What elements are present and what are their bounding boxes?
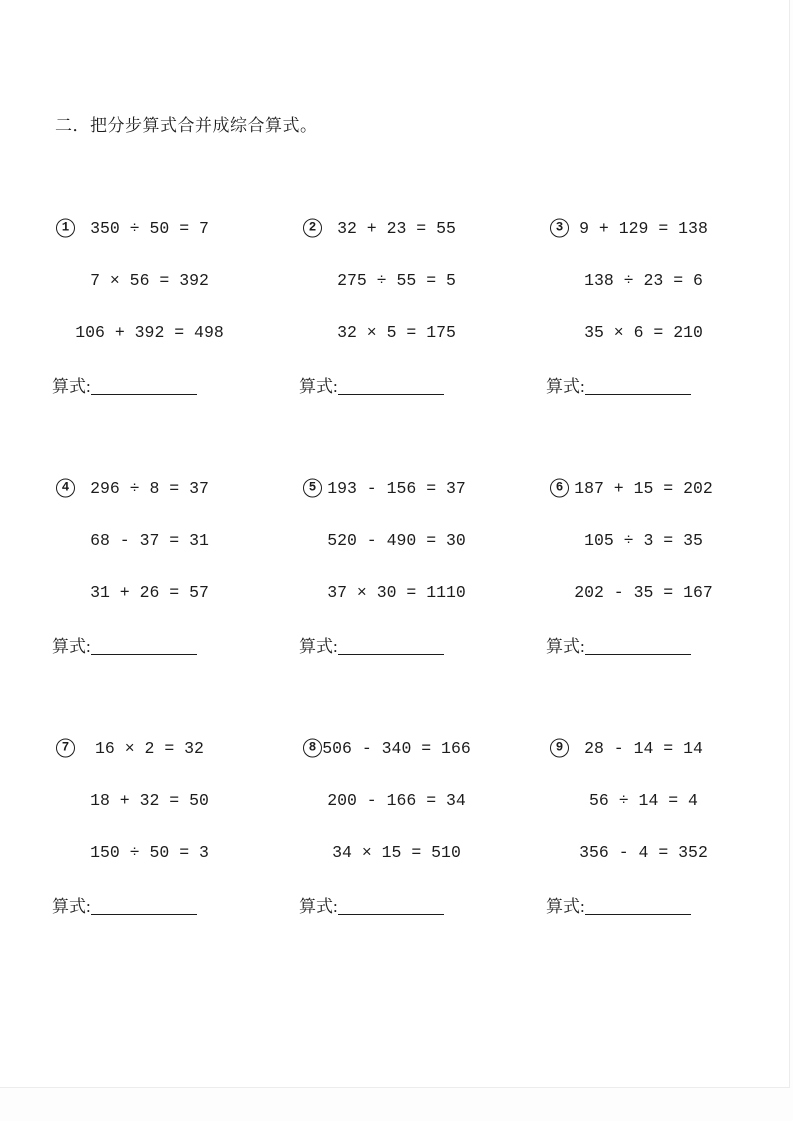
- answer-blank-line: [91, 893, 197, 915]
- equation: 9 + 129 = 138: [579, 218, 708, 238]
- step-line: [299, 202, 494, 254]
- equation: 7 × 56 = 392: [90, 270, 209, 290]
- answer-line: [299, 878, 494, 930]
- step-line: [299, 462, 494, 514]
- step-line: [299, 566, 494, 618]
- step-line: [52, 722, 247, 774]
- answer-line: [546, 358, 741, 410]
- answer-line: [299, 618, 494, 670]
- answer-line: [52, 358, 247, 410]
- equation: 106 + 392 = 498: [75, 322, 224, 342]
- problem-2: [299, 202, 494, 410]
- answer-blank-line: [585, 633, 691, 655]
- equation: 28 - 14 = 14: [584, 738, 703, 758]
- equation: 18 + 32 = 50: [90, 790, 209, 810]
- answer-label: 算式:: [299, 376, 338, 396]
- answer-label: 算式:: [52, 376, 91, 396]
- problem-3: [546, 202, 741, 410]
- problem-5: [299, 462, 494, 670]
- equation: 105 ÷ 3 = 35: [584, 530, 703, 550]
- step-line: [546, 202, 741, 254]
- problem-7: [52, 722, 247, 930]
- equation: 16 × 2 = 32: [95, 738, 204, 758]
- equation: 296 ÷ 8 = 37: [90, 478, 209, 498]
- step-line: [299, 774, 494, 826]
- problem-number-badge: 9: [550, 739, 569, 758]
- answer-line: [546, 618, 741, 670]
- equation: 32 + 23 = 55: [337, 218, 456, 238]
- step-line: [546, 774, 741, 826]
- step-line: [546, 826, 741, 878]
- answer-line: [299, 358, 494, 410]
- answer-label: 算式:: [52, 636, 91, 656]
- equation: 193 - 156 = 37: [327, 478, 466, 498]
- answer-blank-line: [91, 633, 197, 655]
- equation: 520 - 490 = 30: [327, 530, 466, 550]
- equation: 31 + 26 = 57: [90, 582, 209, 602]
- equation: 202 - 35 = 167: [574, 582, 713, 602]
- problems-grid: [0, 202, 789, 930]
- equation: 187 + 15 = 202: [574, 478, 713, 498]
- answer-line: [546, 878, 741, 930]
- problem-number-badge: 8: [303, 739, 322, 758]
- step-line: [546, 462, 741, 514]
- equation: 32 × 5 = 175: [337, 322, 456, 342]
- step-line: [546, 306, 741, 358]
- problem-6: [546, 462, 741, 670]
- answer-blank-line: [91, 373, 197, 395]
- equation: 138 ÷ 23 = 6: [584, 270, 703, 290]
- problem-number-badge: 3: [550, 219, 569, 238]
- answer-blank-line: [338, 633, 444, 655]
- step-line: [546, 514, 741, 566]
- equation: 200 - 166 = 34: [327, 790, 466, 810]
- answer-label: 算式:: [546, 376, 585, 396]
- equation: 34 × 15 = 510: [332, 842, 461, 862]
- problem-1: [52, 202, 247, 410]
- step-line: [52, 826, 247, 878]
- step-line: [546, 722, 741, 774]
- answer-label: 算式:: [546, 636, 585, 656]
- step-line: [52, 566, 247, 618]
- problem-number-badge: 1: [56, 219, 75, 238]
- step-line: [52, 774, 247, 826]
- problem-8: [299, 722, 494, 930]
- answer-line: [52, 878, 247, 930]
- step-line: [299, 826, 494, 878]
- answer-blank-line: [585, 893, 691, 915]
- equation: 356 - 4 = 352: [579, 842, 708, 862]
- equation: 56 ÷ 14 = 4: [589, 790, 698, 810]
- problem-number-badge: 7: [56, 739, 75, 758]
- step-line: [546, 566, 741, 618]
- step-line: [546, 254, 741, 306]
- equation: 350 ÷ 50 = 7: [90, 218, 209, 238]
- answer-label: 算式:: [546, 896, 585, 916]
- equation: 275 ÷ 55 = 5: [337, 270, 456, 290]
- equation: 35 × 6 = 210: [584, 322, 703, 342]
- step-line: [299, 514, 494, 566]
- equation: 68 - 37 = 31: [90, 530, 209, 550]
- step-line: [52, 462, 247, 514]
- step-line: [52, 306, 247, 358]
- problem-4: [52, 462, 247, 670]
- answer-label: 算式:: [52, 896, 91, 916]
- equation: 506 - 340 = 166: [322, 738, 471, 758]
- step-line: [299, 722, 494, 774]
- answer-line: [52, 618, 247, 670]
- answer-label: 算式:: [299, 896, 338, 916]
- equation: 150 ÷ 50 = 3: [90, 842, 209, 862]
- problem-number-badge: 6: [550, 479, 569, 498]
- section-title: 二．把分步算式合并成综合算式。: [55, 116, 318, 135]
- problem-number-badge: 4: [56, 479, 75, 498]
- answer-blank-line: [338, 373, 444, 395]
- step-line: [299, 254, 494, 306]
- answer-blank-line: [585, 373, 691, 395]
- problem-9: [546, 722, 741, 930]
- answer-blank-line: [338, 893, 444, 915]
- step-line: [52, 202, 247, 254]
- step-line: [299, 306, 494, 358]
- step-line: [52, 254, 247, 306]
- problem-number-badge: 2: [303, 219, 322, 238]
- equation: 37 × 30 = 1110: [327, 582, 466, 602]
- step-line: [52, 514, 247, 566]
- problem-number-badge: 5: [303, 479, 322, 498]
- answer-label: 算式:: [299, 636, 338, 656]
